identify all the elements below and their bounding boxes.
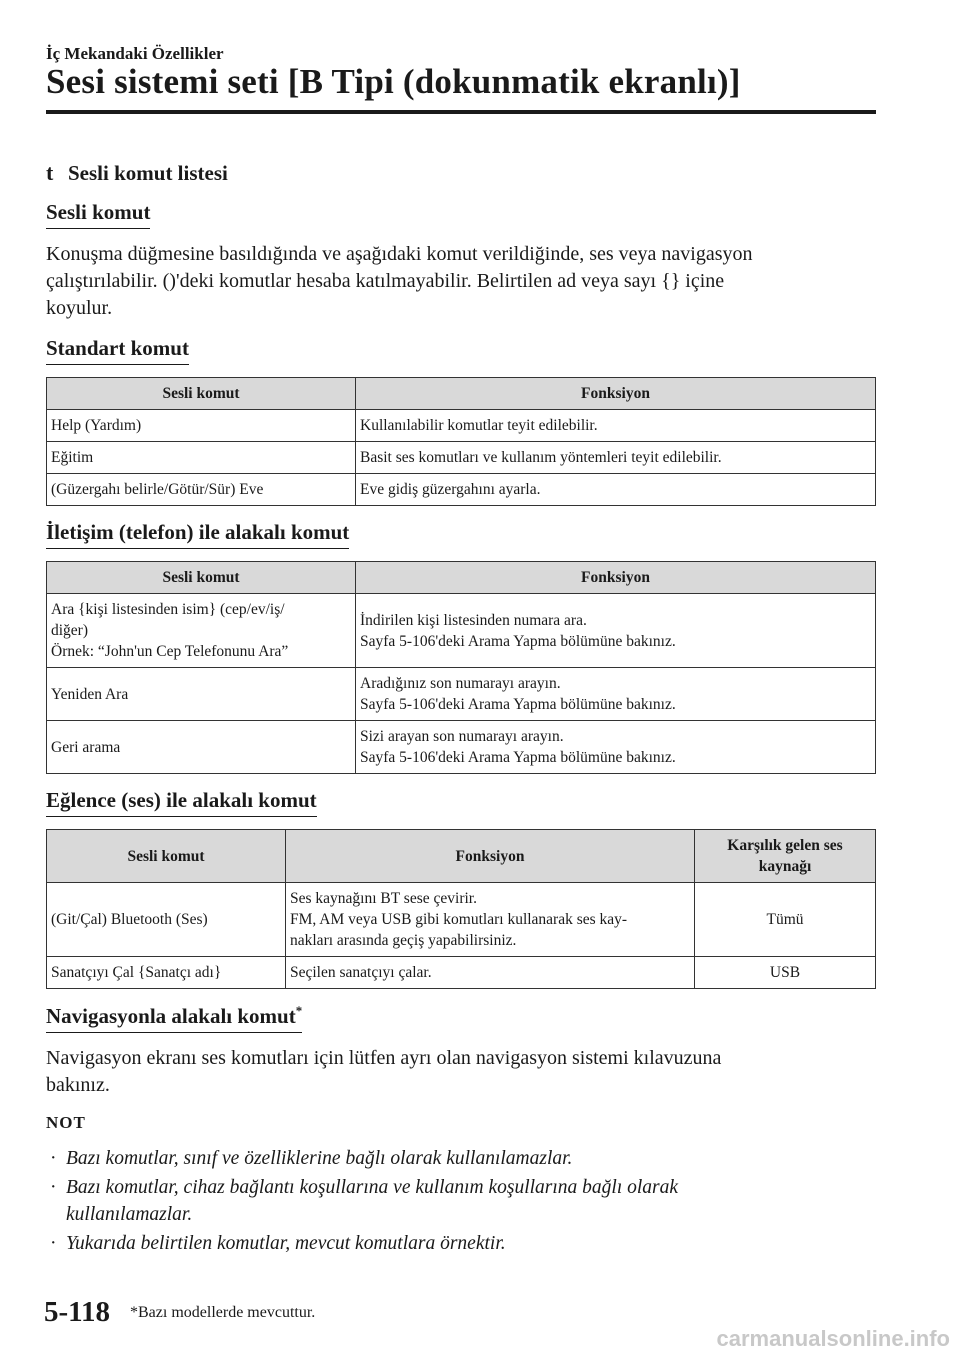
intro-line: çalıştırılabilir. ()'deki komutlar hesaba katılmayabilir. Belirtilen ad veya sayı {} içine: [46, 270, 725, 292]
sesli-komut-heading: Sesli komut: [46, 200, 150, 229]
table-row: [47, 883, 876, 957]
column-header: Sesli komut: [47, 830, 286, 883]
cell-line: Sayfa 5-106'deki Arama Yapma bölümüne bakınız.: [360, 632, 676, 650]
page-content: [46, 160, 876, 1259]
bullet-icon: ·: [50, 1148, 57, 1169]
table-cell: Eğitim: [47, 442, 356, 474]
bullet-icon: ·: [50, 1177, 57, 1198]
iletisim-komut-table: [46, 561, 876, 774]
note-item: [46, 1230, 876, 1257]
cell-line: FM, AM veya USB gibi komutları kullanarak ses kay-: [290, 911, 628, 928]
note-line: kullanılamazlar.: [66, 1204, 193, 1225]
section-heading-text: Sesli komut listesi: [68, 160, 228, 185]
table-cell: [356, 721, 876, 774]
page-title: Sesi sistemi seti [B Tipi (dokunmatik ekranlı)]: [46, 62, 741, 101]
navigasyon-komut-heading: [46, 1003, 302, 1033]
table-row: [47, 721, 876, 774]
table-row: [47, 594, 876, 668]
standart-komut-heading: Standart komut: [46, 336, 189, 365]
table-cell: Help (Yardım): [47, 410, 356, 442]
table-cell: [356, 668, 876, 721]
title-rule: [46, 110, 876, 114]
cell-line: Sayfa 5-106'deki Arama Yapma bölümüne bakınız.: [360, 696, 676, 713]
watermark: carmanualsonline.info: [716, 1326, 950, 1351]
column-header: Fonksiyon: [356, 562, 876, 594]
eglence-komut-table: [46, 829, 876, 989]
intro-line: Konuşma düğmesine basıldığında ve aşağıdaki komut verildiğinde, ses veya navigasyon: [46, 243, 753, 265]
table-cell: (Güzergahı belirle/Götür/Sür) Eve: [47, 474, 356, 506]
navigasyon-paragraph: [46, 1045, 876, 1099]
note-item: [46, 1145, 876, 1172]
cell-line: Sayfa 5-106'deki Arama Yapma bölümüne bakınız.: [360, 749, 676, 766]
table-cell: USB: [695, 957, 876, 989]
table-row: [47, 957, 876, 989]
footnote: *Bazı modellerde mevcuttur.: [130, 1304, 316, 1321]
table-cell: [47, 594, 356, 668]
table-cell: Eve gidiş güzergahını ayarla.: [356, 474, 876, 506]
iletisim-komut-heading: İletişim (telefon) ile alakalı komut: [46, 520, 349, 549]
table-row: [47, 668, 876, 721]
table-cell: Tümü: [695, 883, 876, 957]
cell-line: nakları arasında geçiş yapabilirsiniz.: [290, 932, 517, 949]
navigasyon-line: bakınız.: [46, 1074, 110, 1096]
intro-line: koyulur.: [46, 297, 113, 319]
column-header: [695, 830, 876, 883]
chapter-label: İç Mekandaki Özellikler: [46, 44, 224, 63]
table-header-row: [47, 378, 876, 410]
table-cell: Seçilen sanatçıyı çalar.: [286, 957, 695, 989]
cell-line: Aradığınız son numarayı arayın.: [360, 675, 561, 692]
note-line: Bazı komutlar, cihaz bağlantı koşullarına ve kullanım koşullarına bağlı olarak: [66, 1177, 679, 1198]
table-cell: Sanatçıyı Çal {Sanatçı adı}: [47, 957, 286, 989]
note-line: Bazı komutlar, sınıf ve özelliklerine bağlı olarak kullanılamazlar.: [66, 1148, 573, 1169]
navigasyon-heading-text: Navigasyonla alakalı komut: [46, 1004, 296, 1028]
note-title: NOT: [46, 1113, 86, 1132]
table-cell: Yeniden Ara: [47, 668, 356, 721]
header-line: Karşılık gelen ses: [727, 837, 843, 854]
cell-line: Örnek: “John'un Cep Telefonunu Ara”: [51, 643, 289, 660]
page-number: 5-118: [44, 1296, 111, 1328]
section-heading: [46, 160, 876, 186]
bullet-icon: ·: [50, 1233, 57, 1254]
table-row: [47, 474, 876, 506]
table-header-row: [47, 562, 876, 594]
table-row: [47, 442, 876, 474]
column-header: Fonksiyon: [356, 378, 876, 410]
section-marker-icon: t: [46, 160, 54, 185]
standart-komut-table: [46, 377, 876, 506]
table-row: [47, 410, 876, 442]
cell-line: Ses kaynağını BT sese çevirir.: [290, 890, 477, 907]
table-cell: (Git/Çal) Bluetooth (Ses): [47, 883, 286, 957]
table-cell: [286, 883, 695, 957]
note-item: [46, 1174, 876, 1228]
column-header: Sesli komut: [47, 562, 356, 594]
table-header-row: [47, 830, 876, 883]
table-cell: Geri arama: [47, 721, 356, 774]
cell-line: Ara {kişi listesinden isim} (cep/ev/iş/: [51, 601, 285, 618]
column-header: Fonksiyon: [286, 830, 695, 883]
header-line: kaynağı: [758, 858, 812, 875]
eglence-komut-heading: Eğlence (ses) ile alakalı komut: [46, 788, 317, 817]
column-header: Sesli komut: [47, 378, 356, 410]
navigasyon-line: Navigasyon ekranı ses komutları için lütfen ayrı olan navigasyon sistemi kılavuzuna: [46, 1047, 722, 1069]
table-cell: Basit ses komutları ve kullanım yöntemleri teyit edilebilir.: [356, 442, 876, 474]
table-cell: [356, 594, 876, 668]
cell-line: Sizi arayan son numarayı arayın.: [360, 728, 564, 745]
intro-paragraph: [46, 241, 876, 322]
note-line: Yukarıda belirtilen komutlar, mevcut komutlara örnektir.: [66, 1233, 506, 1254]
cell-line: diğer): [51, 622, 89, 639]
footnote-marker: *: [295, 1003, 303, 1018]
cell-line: İndirilen kişi listesinden numara ara.: [360, 611, 587, 629]
table-cell: Kullanılabilir komutlar teyit edilebilir.: [356, 410, 876, 442]
